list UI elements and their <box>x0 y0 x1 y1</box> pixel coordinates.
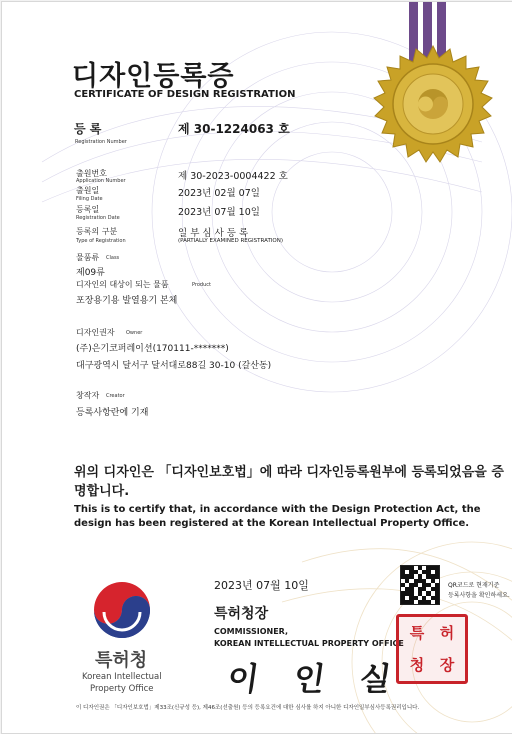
office-name-en-1: Korean Intellectual <box>82 672 162 682</box>
registration-label-en: Registration Number <box>75 139 127 145</box>
class-value: 제09류 <box>76 268 105 278</box>
title-english: CERTIFICATE OF DESIGN REGISTRATION <box>74 89 296 100</box>
gold-seal-icon <box>372 44 494 166</box>
signature: 이 인 실 <box>225 660 406 698</box>
registration-label: 등 록 <box>74 122 102 136</box>
registration-date-label: 등록일 <box>76 205 100 214</box>
signatory-title-ko: 특허청장 <box>214 606 269 622</box>
creator-label: 창작자 <box>76 391 100 400</box>
title-korean: 디자인등록증 <box>72 61 235 92</box>
owner-label: 디자인권자 <box>76 328 115 337</box>
type-value-en: (PARTIALLY EXAMINED REGISTRATION) <box>178 238 284 244</box>
stamp-char: 특 <box>409 624 425 642</box>
official-stamp <box>396 614 468 684</box>
filing-label: 출원일 <box>76 186 100 195</box>
application-label: 출원번호 <box>76 169 107 178</box>
stamp-char: 허 <box>439 624 455 642</box>
stamp-char: 청 <box>409 656 425 674</box>
filing-label-en: Filing Date <box>76 196 103 202</box>
product-label-en: Product <box>192 282 211 288</box>
class-label: 물품류 <box>76 253 100 262</box>
application-label-en: Application Number <box>76 178 126 184</box>
stamp-char: 장 <box>439 656 455 674</box>
certification-statement-ko: 위의 디자인은 「디자인보호법」에 따라 디자인등록원부에 등록되었음을 증명합니다. <box>74 465 504 499</box>
signatory-title-en-2: KOREAN INTELLECTUAL PROPERTY OFFICE <box>214 639 404 648</box>
application-number: 제 30-2023-0004422 호 <box>178 171 288 182</box>
office-name-en-2: Property Office <box>90 684 154 694</box>
class-label-en: Class <box>106 255 120 261</box>
type-label: 등록의 구분 <box>76 227 118 236</box>
qr-note-line2: 등록사항을 확인하세요. <box>448 592 510 599</box>
product-label: 디자인의 대상이 되는 물품 <box>76 280 169 289</box>
certification-statement-en: This is to certify that, in accordance with the Design Protection Act, the design has been registered at the Korean Intellectual Property Office. <box>74 504 481 529</box>
office-name-ko: 특허청 <box>95 650 148 671</box>
type-label-en: Type of Registration <box>76 238 126 244</box>
registration-date-label-en: Registration Date <box>76 215 120 221</box>
owner-label-en: Owner <box>126 330 143 336</box>
kipo-logo-icon <box>90 578 154 642</box>
owner-address: 대구광역시 달서구 달서대로88길 30-10 (갈산동) <box>76 361 272 371</box>
qr-note-line1: QR코드로 현재기준 <box>448 582 500 589</box>
creator-value: 등록사항란에 기재 <box>76 408 149 418</box>
certificate-page <box>1 1 512 734</box>
registration-number: 제 30-1224063 호 <box>178 122 290 136</box>
signatory-title-en-1: COMMISSIONER, <box>214 627 289 636</box>
qr-code-icon <box>400 565 440 605</box>
product-value: 포장용기용 발열용기 본체 <box>76 296 178 306</box>
owner-name: (주)은기코퍼레이션(170111-*******) <box>76 344 229 354</box>
type-value: 일 부 심 사 등 록 <box>178 228 249 239</box>
filing-date: 2023년 02월 07일 <box>178 188 260 199</box>
creator-label-en: Creator <box>106 393 125 399</box>
footer-note: 이 디자인권은 「디자인보호법」제33조(신규성 등), 제46조(선출원) 등의 등록요건에 대한 심사를 하지 아니한 디자인일부심사등록권리입니다. <box>76 705 420 711</box>
registration-date: 2023년 07월 10일 <box>178 207 260 218</box>
issue-date: 2023년 07월 10일 <box>214 579 309 592</box>
